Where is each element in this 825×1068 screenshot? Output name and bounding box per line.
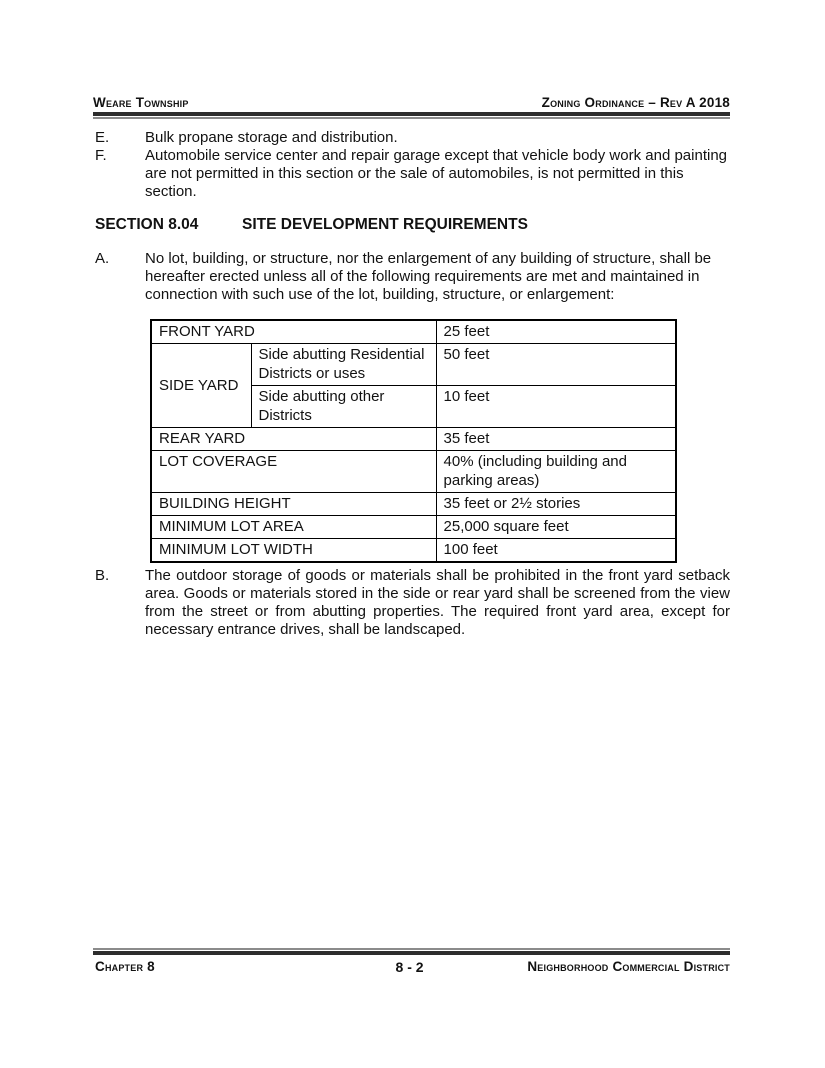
list-item-text: Automobile service center and repair garage except that vehicle body work and painting are not permitted in this section or the sale of automobiles, is not permitted in this section. <box>145 147 728 200</box>
footer-double-rule <box>93 948 730 955</box>
paragraph-a <box>95 250 732 304</box>
side-residential-value-cell: 50 feet <box>436 344 676 386</box>
side-other-label-cell: Side abutting other Districts <box>251 386 436 428</box>
table-row-rear-yard <box>151 428 676 451</box>
section-number: SECTION 8.04 <box>95 216 199 233</box>
footer-page-number: 8 - 2 <box>395 959 424 975</box>
table-row-front-yard <box>151 320 676 344</box>
rear-yard-label-cell: REAR YARD <box>151 428 436 451</box>
list-item-letter: F. <box>95 147 107 164</box>
paragraph-b <box>95 567 732 639</box>
header-double-rule <box>93 112 730 119</box>
page-footer-row <box>93 959 730 975</box>
requirements-table <box>150 319 677 563</box>
header-rule-thin <box>93 117 730 119</box>
list-item-text: The outdoor storage of goods or materials shall be prohibited in the front yard setback area. Goods or materials stored in the side or rear yard shall be screened from the view from the street or from abutting properties. The required front yard area, except for necessary entrance drives, shall be landscaped. <box>145 567 730 638</box>
permitted-uses-list <box>95 129 732 201</box>
table-row-lot-coverage <box>151 451 676 493</box>
site-requirements-table <box>150 319 677 563</box>
front-yard-label-cell: FRONT YARD <box>151 320 436 344</box>
page-header <box>93 95 730 119</box>
list-item-letter: E. <box>95 129 110 146</box>
header-ordinance-title: Zoning Ordinance – Rev A 2018 <box>541 95 730 110</box>
list-item-f <box>95 147 732 201</box>
list-item-e <box>95 129 732 147</box>
list-item-text: No lot, building, or structure, nor the enlargement of any building of structure, shall be hereafter erected unless all of the following requirements are met and maintained in connection with such use of the lot, building, structure, or enlargement: <box>145 250 712 303</box>
lot-coverage-value-cell: 40% (including building and parking areas) <box>436 451 676 493</box>
list-item-a <box>95 250 732 304</box>
list-item-letter: A. <box>95 250 110 267</box>
table-row-side-yard-residential <box>151 344 676 386</box>
rear-yard-value-cell: 35 feet <box>436 428 676 451</box>
side-other-value-cell: 10 feet <box>436 386 676 428</box>
side-residential-label-cell: Side abutting Residential Districts or uses <box>251 344 436 386</box>
list-item-text: Bulk propane storage and distribution. <box>145 129 398 146</box>
table-row-building-height <box>151 493 676 516</box>
front-yard-value-cell: 25 feet <box>436 320 676 344</box>
section-heading <box>95 216 732 234</box>
table-row-min-lot-area <box>151 516 676 539</box>
footer-district-label: Neighborhood Commercial District <box>527 959 730 974</box>
list-item-letter: B. <box>95 567 110 584</box>
footer-rule-thick <box>93 951 730 955</box>
footer-chapter-label: Chapter 8 <box>95 959 155 974</box>
table-row-min-lot-width <box>151 539 676 563</box>
building-height-label-cell: BUILDING HEIGHT <box>151 493 436 516</box>
page-footer <box>93 948 730 975</box>
min-lot-width-value-cell: 100 feet <box>436 539 676 563</box>
header-township-title: Weare Township <box>93 95 189 110</box>
lot-coverage-label-cell: LOT COVERAGE <box>151 451 436 493</box>
section-title: SITE DEVELOPMENT REQUIREMENTS <box>242 216 528 233</box>
page-header-row <box>93 95 730 110</box>
building-height-value-cell: 35 feet or 2½ stories <box>436 493 676 516</box>
side-yard-label-cell: SIDE YARD <box>151 344 251 428</box>
min-lot-area-value-cell: 25,000 square feet <box>436 516 676 539</box>
min-lot-area-label-cell: MINIMUM LOT AREA <box>151 516 436 539</box>
list-item-b <box>95 567 732 639</box>
min-lot-width-label-cell: MINIMUM LOT WIDTH <box>151 539 436 563</box>
